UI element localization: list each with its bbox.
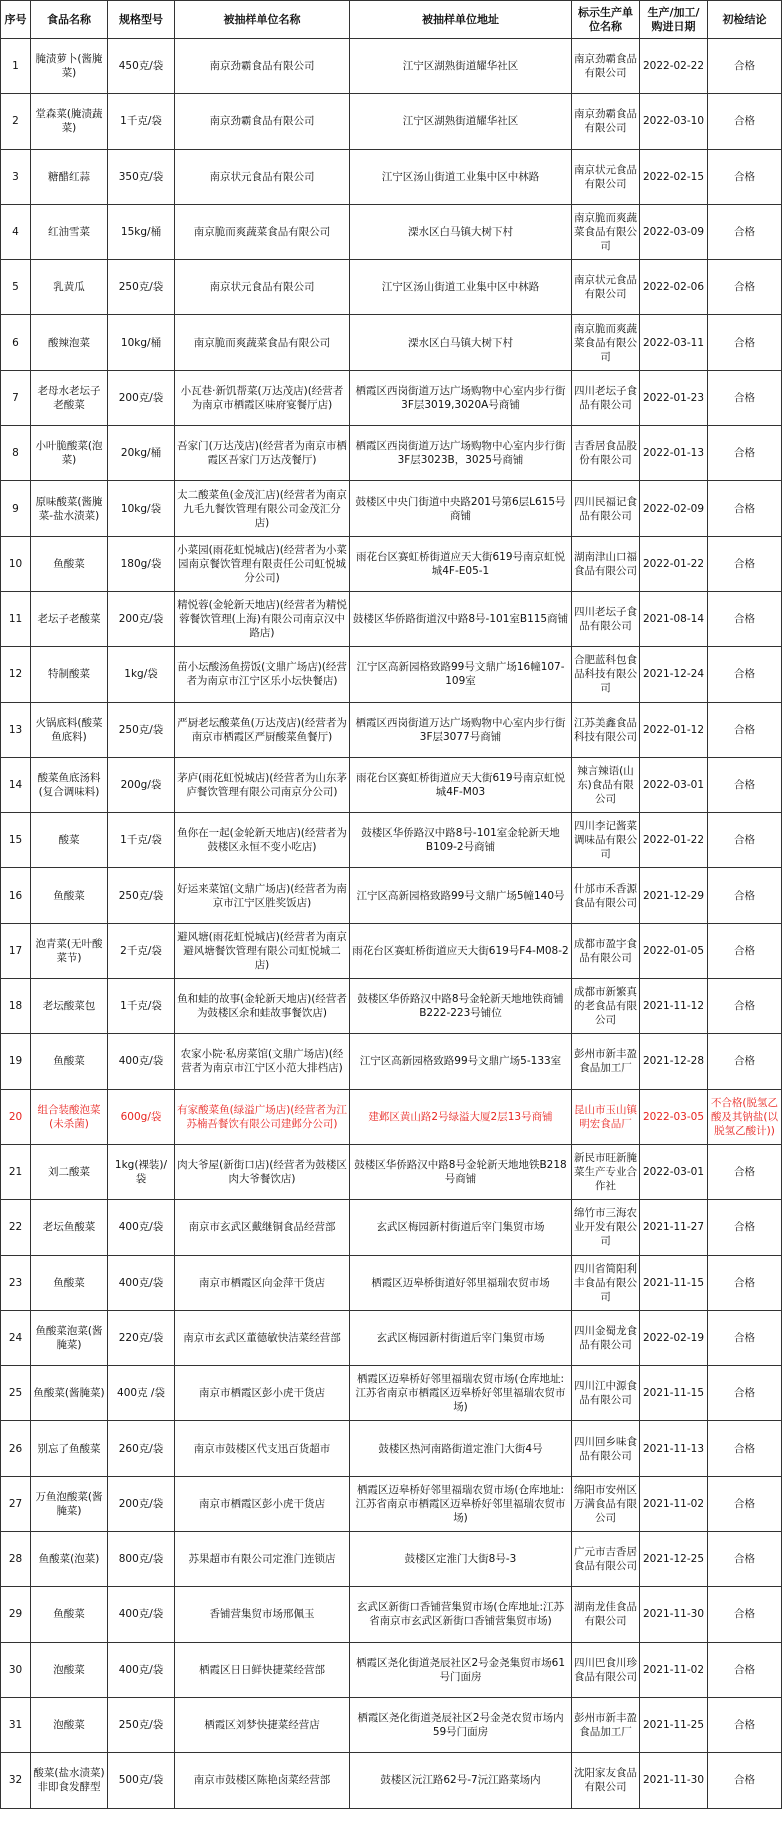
cell-food-name: 泡青菜(无叶酸菜节) — [31, 923, 108, 978]
cell-initial-conclusion: 合格 — [708, 757, 782, 812]
cell-sampled-unit-address: 栖霞区迈皋桥好邻里福瑞农贸市场(仓库地址:江苏省南京市栖霞区迈皋桥好邻里福瑞农贸市场) — [350, 1476, 572, 1531]
cell-sampled-unit-address: 江宁区湖熟街道耀华社区 — [350, 94, 572, 149]
cell-production-date: 2021-11-15 — [640, 1366, 708, 1421]
cell-specification: 200克/袋 — [108, 591, 175, 646]
cell-specification: 400克/袋 — [108, 1034, 175, 1089]
table-row — [1, 1255, 782, 1310]
cell-labeled-producer: 江苏美鑫食品科技有限公司 — [572, 702, 640, 757]
cell-initial-conclusion: 合格 — [708, 1200, 782, 1255]
cell-sampled-unit-address: 雨花台区赛虹桥街道应天大街619号F4-M08-2 — [350, 923, 572, 978]
table-row — [1, 1753, 782, 1808]
cell-production-date: 2021-11-13 — [640, 1421, 708, 1476]
cell-production-date: 2021-12-24 — [640, 647, 708, 702]
cell-serial-number: 31 — [1, 1697, 31, 1752]
cell-specification: 15kg/桶 — [108, 204, 175, 259]
cell-production-date: 2021-11-15 — [640, 1255, 708, 1310]
cell-initial-conclusion: 合格 — [708, 1255, 782, 1310]
cell-serial-number: 6 — [1, 315, 31, 370]
cell-labeled-producer: 四川老坛子食品有限公司 — [572, 591, 640, 646]
cell-food-name: 泡酸菜 — [31, 1697, 108, 1752]
cell-initial-conclusion: 合格 — [708, 1034, 782, 1089]
cell-food-name: 鱼酸菜 — [31, 868, 108, 923]
cell-sampled-unit-name: 南京市玄武区董德敏快洁菜经营部 — [175, 1310, 350, 1365]
cell-food-name: 鱼酸菜 — [31, 1034, 108, 1089]
cell-sampled-unit-address: 栖霞区尧化街道尧辰社区2号金尧集贸市场61号门面房 — [350, 1642, 572, 1697]
cell-sampled-unit-name: 南京市鼓楼区陈艳卤菜经营部 — [175, 1753, 350, 1808]
cell-specification: 1kg/袋 — [108, 647, 175, 702]
cell-sampled-unit-address: 江宁区高新园格致路99号文鼎广场16幢107-109室 — [350, 647, 572, 702]
cell-sampled-unit-address: 建邺区黄山路2号绿溢大厦2层13号商铺 — [350, 1089, 572, 1144]
table-row — [1, 204, 782, 259]
cell-production-date: 2021-08-14 — [640, 591, 708, 646]
cell-serial-number: 10 — [1, 536, 31, 591]
table-row — [1, 149, 782, 204]
cell-sampled-unit-name: 避风塘(雨花虹悦城店)(经营者为南京避风塘餐饮管理有限公司虹悦城二店) — [175, 923, 350, 978]
cell-serial-number: 17 — [1, 923, 31, 978]
cell-food-name: 鱼酸菜 — [31, 536, 108, 591]
cell-sampled-unit-address: 鼓楼区热河南路街道定淮门大街4号 — [350, 1421, 572, 1476]
cell-sampled-unit-address: 江宁区高新园格致路99号文鼎广场5-133室 — [350, 1034, 572, 1089]
cell-labeled-producer: 南京劲霸食品有限公司 — [572, 39, 640, 94]
table-row — [1, 979, 782, 1034]
cell-production-date: 2022-03-10 — [640, 94, 708, 149]
cell-sampled-unit-name: 南京市玄武区戴继铜食品经营部 — [175, 1200, 350, 1255]
cell-serial-number: 23 — [1, 1255, 31, 1310]
cell-food-name: 鱼酸菜 — [31, 1255, 108, 1310]
header-serial-number: 序号 — [1, 1, 31, 39]
cell-sampled-unit-address: 栖霞区西岗街道万达广场购物中心室内步行街3F层3023B，3025号商铺 — [350, 426, 572, 481]
table-row — [1, 315, 782, 370]
cell-initial-conclusion: 合格 — [708, 1697, 782, 1752]
cell-production-date: 2022-01-22 — [640, 813, 708, 868]
cell-serial-number: 3 — [1, 149, 31, 204]
cell-labeled-producer: 四川金蜀龙食品有限公司 — [572, 1310, 640, 1365]
cell-labeled-producer: 沈阳家友食品有限公司 — [572, 1753, 640, 1808]
cell-initial-conclusion: 不合格(脱氢乙酸及其钠盐(以脱氢乙酸计)) — [708, 1089, 782, 1144]
cell-serial-number: 2 — [1, 94, 31, 149]
cell-labeled-producer: 绵竹市三海农业开发有限公司 — [572, 1200, 640, 1255]
table-row — [1, 1034, 782, 1089]
cell-labeled-producer: 辣言辣语(山东)食品有限公司 — [572, 757, 640, 812]
cell-sampled-unit-address: 栖霞区西岗街道万达广场购物中心室内步行街3F层3019,3020A号商铺 — [350, 370, 572, 425]
cell-initial-conclusion: 合格 — [708, 591, 782, 646]
cell-sampled-unit-address: 鼓楼区沅江路62号-7沅江路菜场内 — [350, 1753, 572, 1808]
cell-specification: 400克/袋 — [108, 1200, 175, 1255]
cell-sampled-unit-address: 栖霞区西岗街道万达广场购物中心室内步行街3F层3077号商铺 — [350, 702, 572, 757]
cell-specification: 2千克/袋 — [108, 923, 175, 978]
cell-serial-number: 22 — [1, 1200, 31, 1255]
cell-sampled-unit-address: 栖霞区迈皋桥街道好邻里福瑞农贸市场 — [350, 1255, 572, 1310]
cell-initial-conclusion: 合格 — [708, 536, 782, 591]
cell-serial-number: 4 — [1, 204, 31, 259]
cell-sampled-unit-name: 栖霞区日日鲜快捷菜经营部 — [175, 1642, 350, 1697]
header-food-name: 食品名称 — [31, 1, 108, 39]
cell-production-date: 2021-11-02 — [640, 1476, 708, 1531]
table-row — [1, 702, 782, 757]
cell-labeled-producer: 南京状元食品有限公司 — [572, 149, 640, 204]
cell-initial-conclusion: 合格 — [708, 370, 782, 425]
cell-food-name: 万鱼泡酸菜(酱腌菜) — [31, 1476, 108, 1531]
cell-sampled-unit-name: 南京脆而爽蔬菜食品有限公司 — [175, 315, 350, 370]
cell-sampled-unit-address: 江宁区汤山街道工业集中区中林路 — [350, 260, 572, 315]
cell-labeled-producer: 四川回乡味食品有限公司 — [572, 1421, 640, 1476]
cell-production-date: 2022-03-01 — [640, 1144, 708, 1199]
cell-sampled-unit-name: 严厨老坛酸菜鱼(万达茂店)(经营者为南京市栖霞区严厨酸菜鱼餐厅) — [175, 702, 350, 757]
cell-production-date: 2021-12-29 — [640, 868, 708, 923]
table-row — [1, 1144, 782, 1199]
cell-production-date: 2022-01-13 — [640, 426, 708, 481]
table-row — [1, 813, 782, 868]
cell-food-name: 酸菜(盐水渍菜)非即食发酵型 — [31, 1753, 108, 1808]
cell-initial-conclusion: 合格 — [708, 1144, 782, 1199]
cell-labeled-producer: 湖南龙佳食品有限公司 — [572, 1587, 640, 1642]
cell-labeled-producer: 昆山市玉山镇明宏食品厂 — [572, 1089, 640, 1144]
cell-food-name: 乳黄瓜 — [31, 260, 108, 315]
cell-serial-number: 28 — [1, 1532, 31, 1587]
table-row — [1, 1366, 782, 1421]
cell-production-date: 2022-02-19 — [640, 1310, 708, 1365]
cell-production-date: 2022-03-11 — [640, 315, 708, 370]
cell-labeled-producer: 四川老坛子食品有限公司 — [572, 370, 640, 425]
cell-sampled-unit-name: 苏果超市有限公司定淮门连锁店 — [175, 1532, 350, 1587]
cell-labeled-producer: 湖南津山口福食品有限公司 — [572, 536, 640, 591]
table-row — [1, 1310, 782, 1365]
cell-serial-number: 30 — [1, 1642, 31, 1697]
cell-production-date: 2022-03-01 — [640, 757, 708, 812]
cell-sampled-unit-address: 江宁区高新园格致路99号文鼎广场5幢140号 — [350, 868, 572, 923]
cell-sampled-unit-name: 鱼和蛙的故事(金轮新天地店)(经营者为鼓楼区余和蛙故事餐饮店) — [175, 979, 350, 1034]
cell-sampled-unit-name: 南京状元食品有限公司 — [175, 260, 350, 315]
cell-sampled-unit-name: 肉大爷屋(新街口店)(经营者为鼓楼区肉大爷餐饮店) — [175, 1144, 350, 1199]
cell-production-date: 2021-12-28 — [640, 1034, 708, 1089]
cell-specification: 1千克/袋 — [108, 94, 175, 149]
cell-food-name: 堂森菜(腌渍蔬菜) — [31, 94, 108, 149]
header-labeled-producer: 标示生产单位名称 — [572, 1, 640, 39]
table-row — [1, 1587, 782, 1642]
cell-production-date: 2021-11-25 — [640, 1697, 708, 1752]
cell-sampled-unit-name: 好运来菜馆(文鼎广场店)(经营者为南京市江宁区胜奖饭店) — [175, 868, 350, 923]
cell-initial-conclusion: 合格 — [708, 868, 782, 923]
cell-sampled-unit-address: 鼓楼区华侨路汉中路8号-101室金轮新天地B109-2号商铺 — [350, 813, 572, 868]
cell-food-name: 酸菜鱼底汤料(复合调味料) — [31, 757, 108, 812]
header-sampled-unit-address: 被抽样单位地址 — [350, 1, 572, 39]
cell-initial-conclusion: 合格 — [708, 204, 782, 259]
cell-sampled-unit-address: 雨花台区赛虹桥街道应天大街619号南京虹悦城4F-M03 — [350, 757, 572, 812]
cell-sampled-unit-address: 鼓楼区华侨路汉中路8号金轮新天地地铁商铺B222-223号铺位 — [350, 979, 572, 1034]
cell-sampled-unit-address: 溧水区白马镇大树下村 — [350, 204, 572, 259]
cell-serial-number: 11 — [1, 591, 31, 646]
cell-initial-conclusion: 合格 — [708, 647, 782, 702]
cell-food-name: 酸辣泡菜 — [31, 315, 108, 370]
cell-production-date: 2022-02-22 — [640, 39, 708, 94]
cell-serial-number: 1 — [1, 39, 31, 94]
table-row — [1, 260, 782, 315]
cell-labeled-producer: 什邡市禾香源食品有限公司 — [572, 868, 640, 923]
cell-specification: 250克/袋 — [108, 702, 175, 757]
cell-serial-number: 13 — [1, 702, 31, 757]
header-production-date: 生产/加工/购进日期 — [640, 1, 708, 39]
table-row — [1, 1476, 782, 1531]
cell-initial-conclusion: 合格 — [708, 923, 782, 978]
header-initial-conclusion: 初检结论 — [708, 1, 782, 39]
table-row — [1, 1089, 782, 1144]
cell-specification: 220克/袋 — [108, 1310, 175, 1365]
cell-serial-number: 16 — [1, 868, 31, 923]
cell-food-name: 鱼酸菜 — [31, 1587, 108, 1642]
cell-food-name: 别忘了鱼酸菜 — [31, 1421, 108, 1476]
cell-sampled-unit-name: 吾家门(万达茂店)(经营者为南京市栖霞区吾家门万达茂餐厅) — [175, 426, 350, 481]
cell-food-name: 小叶脆酸菜(泡菜) — [31, 426, 108, 481]
cell-specification: 350克/袋 — [108, 149, 175, 204]
cell-specification: 250克/袋 — [108, 1697, 175, 1752]
cell-production-date: 2021-11-12 — [640, 979, 708, 1034]
cell-specification: 20kg/桶 — [108, 426, 175, 481]
cell-production-date: 2022-03-09 — [640, 204, 708, 259]
header-sampled-unit-name: 被抽样单位名称 — [175, 1, 350, 39]
cell-serial-number: 8 — [1, 426, 31, 481]
cell-sampled-unit-name: 小菜园(雨花虹悦城店)(经营者为小菜园南京餐饮管理有限责任公司虹悦城分公司) — [175, 536, 350, 591]
cell-production-date: 2021-11-27 — [640, 1200, 708, 1255]
cell-food-name: 鱼酸菜泡菜(酱腌菜) — [31, 1310, 108, 1365]
cell-serial-number: 25 — [1, 1366, 31, 1421]
cell-specification: 250克/袋 — [108, 868, 175, 923]
cell-serial-number: 27 — [1, 1476, 31, 1531]
cell-food-name: 特制酸菜 — [31, 647, 108, 702]
cell-sampled-unit-name: 南京市栖霞区彭小虎干货店 — [175, 1366, 350, 1421]
cell-sampled-unit-name: 小瓦巷·新饥帮菜(万达茂店)(经营者为南京市栖霞区味府宴餐厅店) — [175, 370, 350, 425]
cell-initial-conclusion: 合格 — [708, 1421, 782, 1476]
cell-sampled-unit-address: 玄武区梅园新村街道后宰门集贸市场 — [350, 1200, 572, 1255]
cell-initial-conclusion: 合格 — [708, 39, 782, 94]
cell-serial-number: 21 — [1, 1144, 31, 1199]
table-row — [1, 1200, 782, 1255]
cell-initial-conclusion: 合格 — [708, 1366, 782, 1421]
cell-sampled-unit-name: 南京劲霸食品有限公司 — [175, 94, 350, 149]
cell-food-name: 腌渍萝卜(酱腌菜) — [31, 39, 108, 94]
cell-specification: 1千克/袋 — [108, 979, 175, 1034]
cell-serial-number: 9 — [1, 481, 31, 536]
cell-serial-number: 7 — [1, 370, 31, 425]
cell-sampled-unit-name: 南京劲霸食品有限公司 — [175, 39, 350, 94]
cell-specification: 500克/袋 — [108, 1753, 175, 1808]
cell-sampled-unit-address: 鼓楼区中央门街道中央路201号第6层L615号商铺 — [350, 481, 572, 536]
cell-initial-conclusion: 合格 — [708, 1642, 782, 1697]
cell-specification: 1kg(裸装)/袋 — [108, 1144, 175, 1199]
cell-labeled-producer: 彭州市新丰盈食品加工厂 — [572, 1034, 640, 1089]
cell-sampled-unit-address: 栖霞区尧化街道尧辰社区2号金尧农贸市场内59号门面房 — [350, 1697, 572, 1752]
cell-serial-number: 24 — [1, 1310, 31, 1365]
cell-initial-conclusion: 合格 — [708, 813, 782, 868]
cell-serial-number: 19 — [1, 1034, 31, 1089]
cell-sampled-unit-address: 江宁区汤山街道工业集中区中林路 — [350, 149, 572, 204]
cell-initial-conclusion: 合格 — [708, 149, 782, 204]
cell-specification: 400克/袋 — [108, 1255, 175, 1310]
table-row — [1, 868, 782, 923]
cell-production-date: 2021-12-25 — [640, 1532, 708, 1587]
table-row — [1, 591, 782, 646]
cell-serial-number: 29 — [1, 1587, 31, 1642]
cell-food-name: 刘二酸菜 — [31, 1144, 108, 1199]
cell-production-date: 2022-01-05 — [640, 923, 708, 978]
cell-food-name: 红油雪菜 — [31, 204, 108, 259]
cell-food-name: 老坛子老酸菜 — [31, 591, 108, 646]
cell-production-date: 2021-11-30 — [640, 1753, 708, 1808]
cell-specification: 800克/袋 — [108, 1532, 175, 1587]
cell-serial-number: 26 — [1, 1421, 31, 1476]
cell-food-name: 老坛酸菜包 — [31, 979, 108, 1034]
cell-specification: 10kg/桶 — [108, 315, 175, 370]
cell-initial-conclusion: 合格 — [708, 94, 782, 149]
cell-labeled-producer: 四川民福记食品有限公司 — [572, 481, 640, 536]
cell-sampled-unit-name: 南京市栖霞区向金萍干货店 — [175, 1255, 350, 1310]
cell-sampled-unit-name: 南京市栖霞区彭小虎干货店 — [175, 1476, 350, 1531]
cell-serial-number: 18 — [1, 979, 31, 1034]
cell-sampled-unit-address: 江宁区湖熟街道耀华社区 — [350, 39, 572, 94]
cell-serial-number: 14 — [1, 757, 31, 812]
cell-production-date: 2022-01-22 — [640, 536, 708, 591]
table-row — [1, 923, 782, 978]
cell-labeled-producer: 四川李记酱菜调味品有限公司 — [572, 813, 640, 868]
cell-specification: 450克/袋 — [108, 39, 175, 94]
cell-sampled-unit-address: 雨花台区赛虹桥街道应天大街619号南京虹悦城4F-E05-1 — [350, 536, 572, 591]
cell-labeled-producer: 南京状元食品有限公司 — [572, 260, 640, 315]
table-row — [1, 94, 782, 149]
cell-initial-conclusion: 合格 — [708, 481, 782, 536]
cell-production-date: 2022-02-06 — [640, 260, 708, 315]
cell-production-date: 2022-03-05 — [640, 1089, 708, 1144]
cell-specification: 260克/袋 — [108, 1421, 175, 1476]
cell-sampled-unit-name: 鱼你在一起(金轮新天地店)(经营者为鼓楼区永恒不变小吃店) — [175, 813, 350, 868]
table-row — [1, 536, 782, 591]
cell-serial-number: 32 — [1, 1753, 31, 1808]
table-row — [1, 370, 782, 425]
table-row — [1, 1532, 782, 1587]
cell-food-name: 鱼酸菜(泡菜) — [31, 1532, 108, 1587]
cell-production-date: 2022-01-12 — [640, 702, 708, 757]
cell-sampled-unit-name: 茅庐(雨花虹悦城店)(经营者为山东茅庐餐饮管理有限公司南京分公司) — [175, 757, 350, 812]
cell-food-name: 酸菜 — [31, 813, 108, 868]
cell-labeled-producer: 南京劲霸食品有限公司 — [572, 94, 640, 149]
cell-specification: 1千克/袋 — [108, 813, 175, 868]
cell-serial-number: 5 — [1, 260, 31, 315]
cell-production-date: 2022-02-15 — [640, 149, 708, 204]
cell-labeled-producer: 四川巴食川珍食品有限公司 — [572, 1642, 640, 1697]
cell-specification: 400克/袋 — [108, 1587, 175, 1642]
cell-labeled-producer: 南京脆而爽蔬菜食品有限公司 — [572, 315, 640, 370]
cell-specification: 400克 /袋 — [108, 1366, 175, 1421]
cell-specification: 600g/袋 — [108, 1089, 175, 1144]
cell-labeled-producer: 彭州市新丰盈食品加工厂 — [572, 1697, 640, 1752]
cell-specification: 200克/袋 — [108, 1476, 175, 1531]
cell-food-name: 原味酸菜(酱腌菜-盐水渍菜) — [31, 481, 108, 536]
cell-production-date: 2022-02-09 — [640, 481, 708, 536]
cell-labeled-producer: 合肥蓝科包食品科技有限公司 — [572, 647, 640, 702]
cell-food-name: 老母水老坛子老酸菜 — [31, 370, 108, 425]
cell-production-date: 2022-01-23 — [640, 370, 708, 425]
header-specification: 规格型号 — [108, 1, 175, 39]
cell-labeled-producer: 成都市盈宇食品有限公司 — [572, 923, 640, 978]
cell-sampled-unit-address: 玄武区梅园新村街道后宰门集贸市场 — [350, 1310, 572, 1365]
table-row — [1, 39, 782, 94]
cell-specification: 250克/袋 — [108, 260, 175, 315]
cell-specification: 200g/袋 — [108, 757, 175, 812]
cell-specification: 200克/袋 — [108, 370, 175, 425]
cell-initial-conclusion: 合格 — [708, 1310, 782, 1365]
cell-labeled-producer: 广元市吉香居食品有限公司 — [572, 1532, 640, 1587]
cell-sampled-unit-address: 鼓楼区华侨路汉中路8号金轮新天地地铁B218号商铺 — [350, 1144, 572, 1199]
cell-sampled-unit-address: 溧水区白马镇大树下村 — [350, 315, 572, 370]
cell-initial-conclusion: 合格 — [708, 1587, 782, 1642]
table-row — [1, 757, 782, 812]
cell-food-name: 鱼酸菜(酱腌菜) — [31, 1366, 108, 1421]
cell-initial-conclusion: 合格 — [708, 1753, 782, 1808]
table-row — [1, 426, 782, 481]
cell-sampled-unit-address: 鼓楼区华侨路街道汉中路8号-101室B115商铺 — [350, 591, 572, 646]
cell-serial-number: 12 — [1, 647, 31, 702]
cell-initial-conclusion: 合格 — [708, 979, 782, 1034]
table-row — [1, 1421, 782, 1476]
cell-labeled-producer: 吉香居食品股份有限公司 — [572, 426, 640, 481]
cell-sampled-unit-address: 玄武区新街口香铺营集贸市场(仓库地址:江苏省南京市玄武区新街口香铺营集贸市场) — [350, 1587, 572, 1642]
table-row — [1, 647, 782, 702]
cell-sampled-unit-name: 有家酸菜鱼(绿溢广场店)(经营者为江苏楠吾餐饮有限公司建邺分公司) — [175, 1089, 350, 1144]
cell-initial-conclusion: 合格 — [708, 426, 782, 481]
cell-serial-number: 20 — [1, 1089, 31, 1144]
cell-initial-conclusion: 合格 — [708, 1532, 782, 1587]
cell-food-name: 组合装酸泡菜(未杀菌) — [31, 1089, 108, 1144]
cell-sampled-unit-name: 太二酸菜鱼(金茂汇店)(经营者为南京九毛九餐饮管理有限公司金茂汇分店) — [175, 481, 350, 536]
cell-initial-conclusion: 合格 — [708, 260, 782, 315]
cell-sampled-unit-address: 鼓楼区定淮门大街8号-3 — [350, 1532, 572, 1587]
cell-sampled-unit-name: 栖霞区刘梦快捷菜经营店 — [175, 1697, 350, 1752]
cell-initial-conclusion: 合格 — [708, 315, 782, 370]
cell-serial-number: 15 — [1, 813, 31, 868]
cell-food-name: 老坛鱼酸菜 — [31, 1200, 108, 1255]
cell-sampled-unit-name: 香铺营集贸市场邢佩玉 — [175, 1587, 350, 1642]
cell-sampled-unit-name: 农家小院·私房菜馆(文鼎广场店)(经营者为南京市江宁区小范大排档店) — [175, 1034, 350, 1089]
cell-initial-conclusion: 合格 — [708, 1476, 782, 1531]
table-row — [1, 1642, 782, 1697]
cell-production-date: 2021-11-02 — [640, 1642, 708, 1697]
cell-labeled-producer: 四川省简阳利丰食品有限公司 — [572, 1255, 640, 1310]
cell-specification: 400克/袋 — [108, 1642, 175, 1697]
cell-specification: 180g/袋 — [108, 536, 175, 591]
cell-labeled-producer: 绵阳市安州区万满食品有限公司 — [572, 1476, 640, 1531]
table-row — [1, 481, 782, 536]
cell-initial-conclusion: 合格 — [708, 702, 782, 757]
cell-food-name: 泡酸菜 — [31, 1642, 108, 1697]
cell-production-date: 2021-11-30 — [640, 1587, 708, 1642]
table-row — [1, 1697, 782, 1752]
cell-food-name: 糖醋红蒜 — [31, 149, 108, 204]
cell-labeled-producer: 新民市旺新腌菜生产专业合作社 — [572, 1144, 640, 1199]
cell-sampled-unit-name: 南京市鼓楼区代支迅百货超市 — [175, 1421, 350, 1476]
cell-sampled-unit-name: 南京状元食品有限公司 — [175, 149, 350, 204]
cell-food-name: 火锅底料(酸菜鱼底料) — [31, 702, 108, 757]
table-header-row — [1, 1, 782, 39]
cell-sampled-unit-name: 南京脆而爽蔬菜食品有限公司 — [175, 204, 350, 259]
cell-sampled-unit-name: 精悦蓉(金轮新天地店)(经营者为精悦蓉餐饮管理(上海)有限公司南京汉中路店) — [175, 591, 350, 646]
cell-labeled-producer: 四川江中源食品有限公司 — [572, 1366, 640, 1421]
cell-specification: 10kg/袋 — [108, 481, 175, 536]
cell-labeled-producer: 南京脆而爽蔬菜食品有限公司 — [572, 204, 640, 259]
cell-sampled-unit-address: 栖霞区迈皋桥好邻里福瑞农贸市场(仓库地址:江苏省南京市栖霞区迈皋桥好邻里福瑞农贸市场) — [350, 1366, 572, 1421]
cell-labeled-producer: 成都市新繁真的老食品有限公司 — [572, 979, 640, 1034]
cell-sampled-unit-name: 苗小坛酸汤鱼捞饭(文鼎广场店)(经营者为南京市江宁区乐小坛快餐店) — [175, 647, 350, 702]
